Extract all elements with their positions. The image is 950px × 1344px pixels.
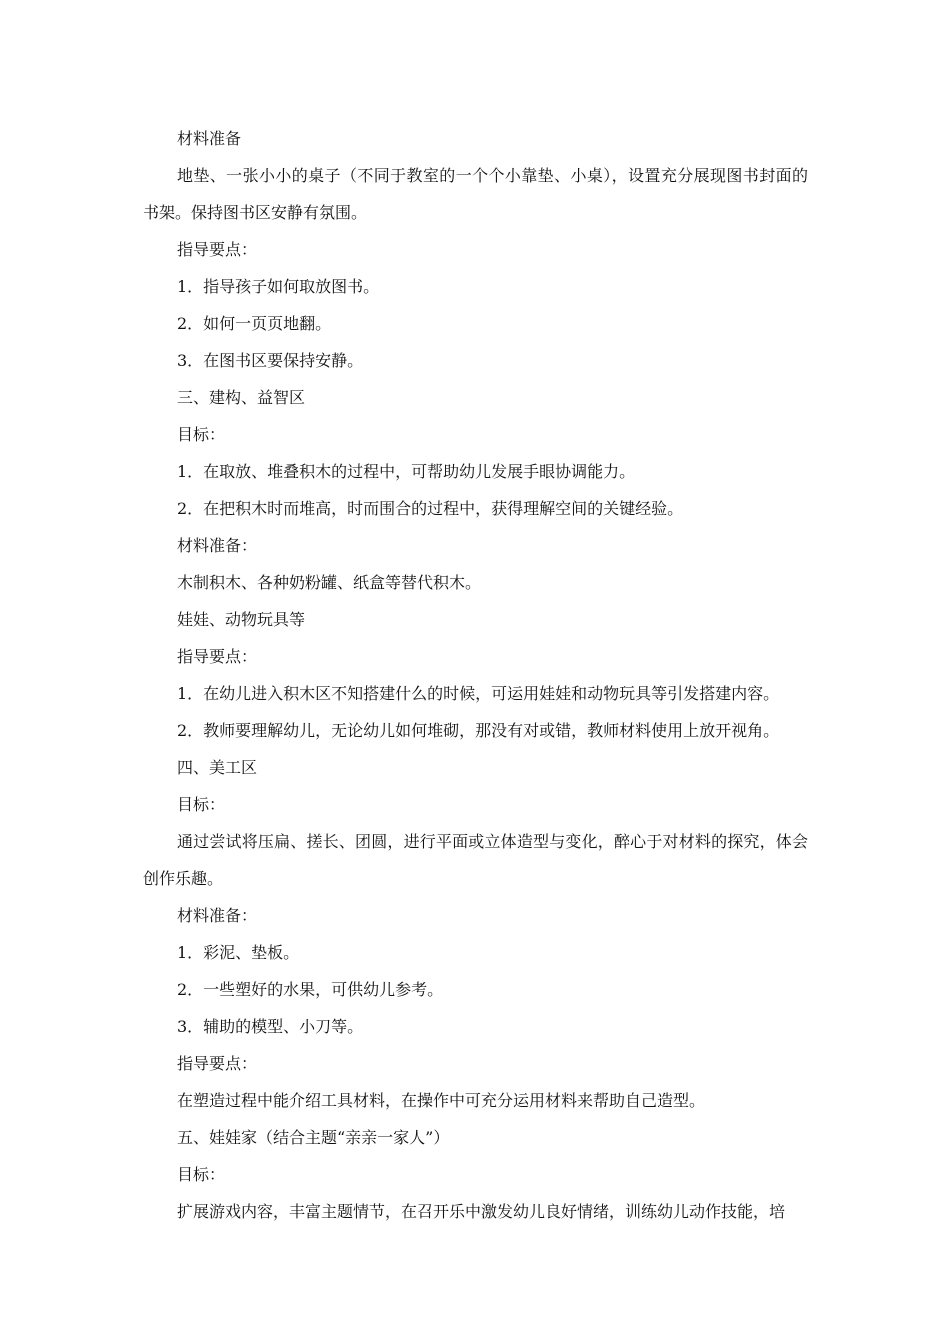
list-item: 2．如何一页页地翻。 <box>177 314 332 333</box>
list-item: 2．教师要理解幼儿，无论幼儿如何堆砌，那没有对或错，教师材料使用上放开视角。 <box>177 721 780 740</box>
heading-goals: 目标： <box>177 795 226 814</box>
heading-materials: 材料准备： <box>177 536 258 555</box>
heading-materials: 材料准备 <box>177 129 242 148</box>
list-item: 3．在图书区要保持安静。 <box>177 351 364 370</box>
list-item: 2．在把积木时而堆高，时而围合的过程中，获得理解空间的关键经验。 <box>177 499 684 518</box>
list-item: 1．彩泥、垫板。 <box>177 943 300 962</box>
heading-guidance: 指导要点： <box>177 1054 258 1073</box>
heading-materials: 材料准备： <box>177 906 258 925</box>
list-item: 1．在取放、堆叠积木的过程中，可帮助幼儿发展手眼协调能力。 <box>177 462 636 481</box>
list-item: 2．一些塑好的水果，可供幼儿参考。 <box>177 980 444 999</box>
section-heading-art: 四、美工区 <box>177 758 258 777</box>
document-body <box>143 120 808 1230</box>
heading-guidance: 指导要点： <box>177 647 258 666</box>
list-item: 3．辅助的模型、小刀等。 <box>177 1017 364 1036</box>
section-heading-construction: 三、建构、益智区 <box>177 388 306 407</box>
paragraph: 扩展游戏内容，丰富主题情节，在召开乐中激发幼儿良好情绪，训练幼儿动作技能，培 <box>177 1202 786 1221</box>
paragraph-art-goals: 通过尝试将压扁、搓长、团圆，进行平面或立体造型与变化，醉心于对材料的探究，体会创作乐趣。 <box>143 832 808 888</box>
list-item: 1．指导孩子如何取放图书。 <box>177 277 380 296</box>
paragraph: 娃娃、动物玩具等 <box>177 610 306 629</box>
heading-goals: 目标： <box>177 1165 226 1184</box>
heading-goals: 目标： <box>177 425 226 444</box>
paragraph-materials-library: 地垫、一张小小的桌子（不同于教室的一个个小靠垫、小桌），设置充分展现图书封面的书架。保持图书区安静有氛围。 <box>143 166 808 222</box>
heading-guidance: 指导要点： <box>177 240 258 259</box>
section-heading-doll-house: 五、娃娃家（结合主题“亲亲一家人”） <box>177 1128 450 1147</box>
paragraph: 在塑造过程中能介绍工具材料，在操作中可充分运用材料来帮助自己造型。 <box>177 1091 706 1110</box>
paragraph: 木制积木、各种奶粉罐、纸盒等替代积木。 <box>177 573 482 592</box>
list-item: 1．在幼儿进入积木区不知搭建什么的时候，可运用娃娃和动物玩具等引发搭建内容。 <box>177 684 780 703</box>
